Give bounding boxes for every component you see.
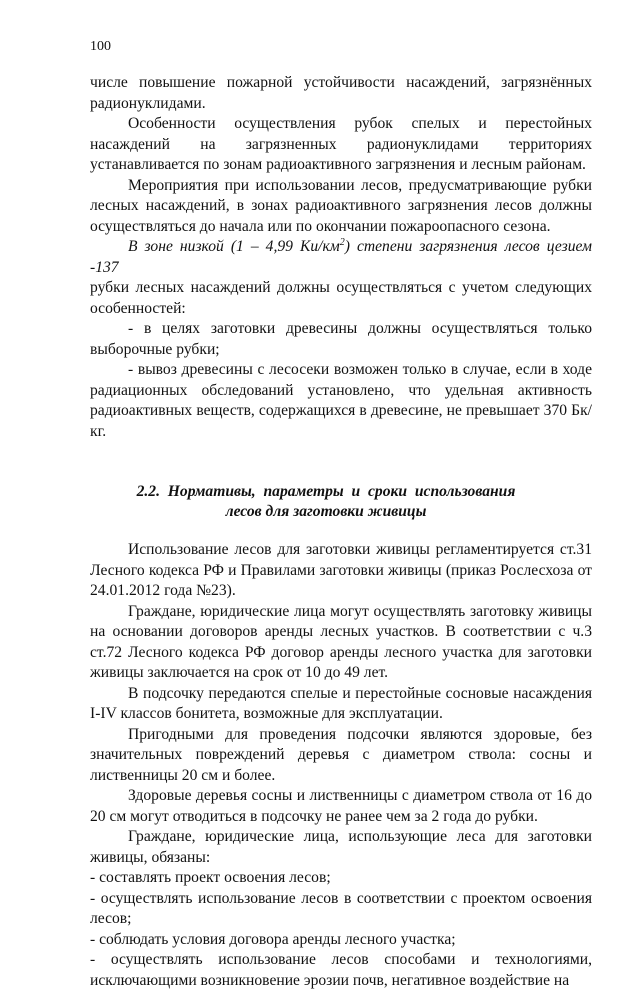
section-heading-line: лесов для заготовки живицы bbox=[225, 503, 427, 520]
list-item: - вывоз древесины с лесосеки возможен только в случае, если в ходе радиационных обследований установлено, что удельная активность радиоактивных веществ, содержащихся в древесине, не превышает 370 Бк/кг. bbox=[90, 361, 592, 440]
paragraph: Пригодными для проведения подсочки являются здоровые, без значительных повреждений деревья с диаметром ствола: сосны и лиственницы 20 см и более. bbox=[90, 725, 592, 784]
paragraph: Использование лесов для заготовки живицы регламентируется ст.31 Лесного кодекса РФ и Правилами заготовки живицы (приказ Рослесхоза от 24.01.2012 года №23). bbox=[90, 541, 592, 599]
italic-text: ) степени загрязнения лесов цезием -137 bbox=[90, 238, 592, 276]
page-number: 100 bbox=[90, 39, 111, 54]
paragraph: рубки лесных насаждений должны осуществляться с учетом следующих особенностей: bbox=[90, 279, 592, 317]
paragraph: Здоровые деревья сосны и лиственницы с диаметром ствола от 16 до 20 см могут отводиться в подсочку не ранее чем за 2 года до рубки. bbox=[90, 787, 592, 825]
list-item: - осуществлять использование лесов в соответствии с проектом освоения лесов; bbox=[90, 889, 592, 927]
paragraph: В подсочку передаются спелые и перестойные сосновые насаждения I-IV классов бонитета, возможные для эксплуатации. bbox=[90, 684, 592, 722]
paragraph: Особенности осуществления рубок спелых и перестойных насаждений на загрязненных радионуклидами территориях устанавливается по зонам радиоактивного загрязнения и лесным районам. bbox=[90, 115, 592, 173]
paragraph: Граждане, юридические лица, использующие леса для заготовки живицы, обязаны: bbox=[90, 828, 592, 866]
list-item: - соблюдать условия договора аренды лесного участка; bbox=[90, 930, 456, 948]
list-item: - осуществлять использование лесов способами и технологиями, исключающими возникновение эрозии почв, негативное воздействие на bbox=[90, 951, 592, 989]
paragraph: числе повышение пожарной устойчивости насаждений, загрязнённых радионуклидами. bbox=[90, 74, 592, 112]
italic-paragraph-line bbox=[90, 237, 592, 278]
list-item: - в целях заготовки древесины должны осуществляться только выборочные рубки; bbox=[90, 320, 592, 358]
section-heading-line: 2.2. Нормативы, параметры и сроки использования bbox=[136, 483, 516, 500]
paragraph: Граждане, юридические лица могут осуществлять заготовку живицы на основании договоров аренды лесных участков. В соответствии с ч.3 ст.72 Лесного кодекса РФ договор аренды лесного участка для заготовки живицы заключается на срок от 10 до 49 лет. bbox=[90, 602, 592, 681]
italic-text: В зоне низкой (1 – 4,99 Ки/км bbox=[128, 238, 340, 255]
superscript: 2 bbox=[339, 236, 345, 248]
paragraph: Мероприятия при использовании лесов, предусматривающие рубки лесных насаждений, в зонах радиоактивного загрязнения лесов должны осуществляться до начала или по окончании пожароопасного сезона. bbox=[90, 176, 592, 235]
list-item: - составлять проект освоения лесов; bbox=[90, 869, 331, 886]
document-page bbox=[90, 38, 592, 991]
section-heading bbox=[90, 482, 592, 522]
